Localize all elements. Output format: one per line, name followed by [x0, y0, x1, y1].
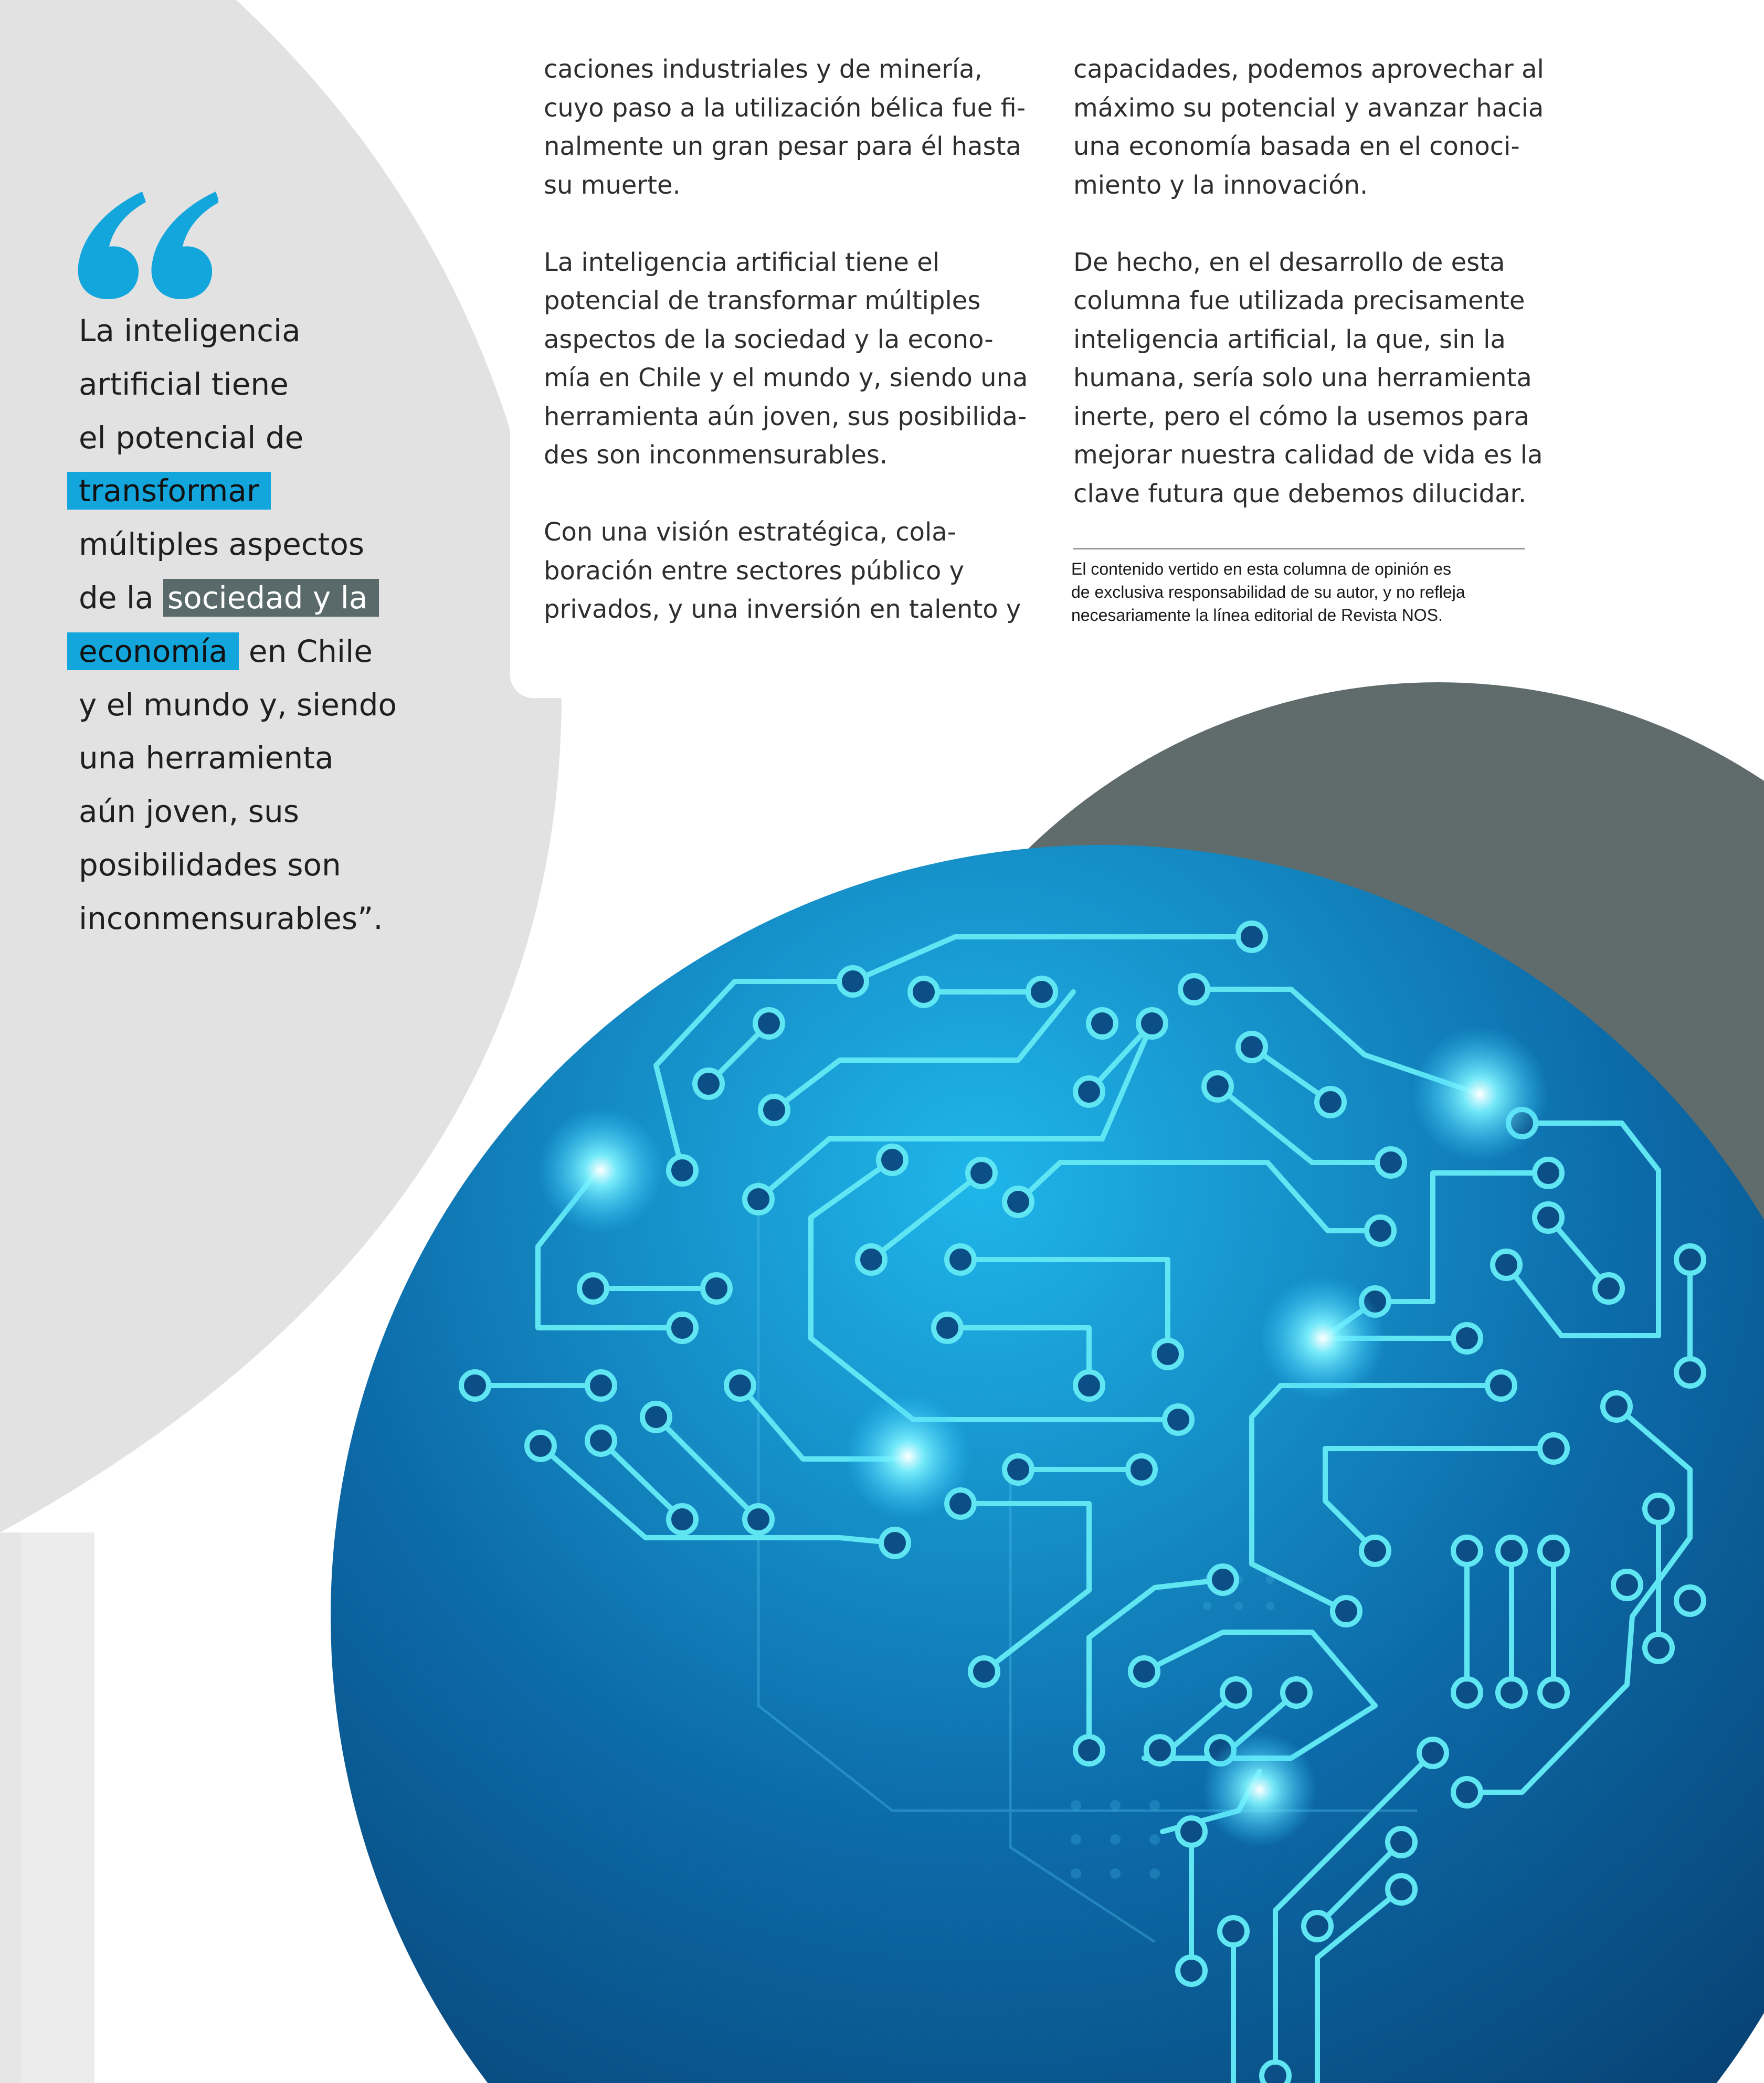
- text-line: mejorar nuestra calidad de vida es la: [1073, 440, 1543, 470]
- text-line: caciones industriales y de minería,: [544, 55, 983, 84]
- text-line: máximo su potencial y avanzar hacia: [1073, 93, 1544, 123]
- paragraph: [1073, 244, 1546, 514]
- body-column-1: [544, 50, 1028, 668]
- circuit-brain-globe-illustration: [331, 845, 1764, 2083]
- text-line: clave futura que debemos dilucidar.: [1073, 479, 1527, 509]
- text-line: mía en Chile y el mundo y, siendo una: [544, 363, 1028, 393]
- pull-quote-line: [79, 625, 457, 679]
- highlight-transformar: transformar: [67, 472, 271, 510]
- text-line: columna fue utilizada precisamente: [1073, 286, 1525, 315]
- pull-quote-line: una herramienta: [79, 740, 334, 776]
- divider: [1073, 548, 1525, 549]
- disclaimer-line: de exclusiva responsabilidad de su autor, y no refleja: [1071, 583, 1465, 601]
- pull-quote-line: posibilidades son: [79, 847, 341, 883]
- text-line: cuyo paso a la utilización bélica fue fi-: [544, 93, 1026, 123]
- text-line: inteligencia artificial, la que, sin la: [1073, 324, 1506, 354]
- text-line: una economía basada en el conoci-: [1073, 132, 1520, 161]
- paragraph: [544, 513, 1021, 629]
- text-line: potencial de transformar múltiples: [544, 286, 981, 315]
- paragraph: [544, 50, 1026, 205]
- disclaimer-line: necesariamente la línea editorial de Revista NOS.: [1071, 606, 1443, 625]
- text-line: inerte, pero el cómo la usemos para: [1073, 401, 1529, 431]
- text-line: humana, sería solo una herramienta: [1073, 363, 1532, 393]
- text-line: herramienta aún joven, sus posibilida-: [544, 401, 1027, 431]
- text-line: miento y la innovación.: [1073, 170, 1368, 200]
- text-line: nalmente un gran pesar para él hasta: [544, 132, 1021, 161]
- text-line: aspectos de la sociedad y la econo-: [544, 324, 994, 354]
- text-line: De hecho, en el desarrollo de esta: [1073, 247, 1505, 277]
- paragraph: [544, 244, 1028, 475]
- text-line: su muerte.: [544, 170, 681, 200]
- text-line: des son inconmensurables.: [544, 440, 888, 470]
- disclaimer-line: El contenido vertido en esta columna de opinión es: [1071, 559, 1452, 578]
- pull-quote-line: [79, 464, 457, 518]
- pull-quote-line: La inteligencia: [79, 313, 301, 348]
- highlight-economia: economía: [67, 632, 239, 670]
- pull-quote: [79, 304, 457, 946]
- opening-quote-icon: [77, 189, 218, 304]
- pull-quote-text: de la: [79, 579, 154, 616]
- text-line: La inteligencia artificial tiene el: [544, 247, 940, 277]
- pull-quote-line: aún joven, sus: [79, 794, 299, 830]
- pull-quote-line: múltiples aspectos: [79, 526, 365, 563]
- disclaimer-note: [1071, 557, 1533, 627]
- body-column-2: [1073, 50, 1546, 552]
- highlight-sociedad: sociedad y la: [163, 579, 379, 617]
- pull-quote-line: [79, 572, 457, 625]
- pull-quote-text: en Chile: [248, 633, 373, 669]
- pull-quote-line: inconmensurables”.: [79, 900, 383, 936]
- text-line: Con una visión estratégica, cola-: [544, 517, 957, 547]
- pull-quote-line: y el mundo y, siendo: [79, 686, 397, 723]
- pull-quote-line: artificial tiene: [79, 366, 289, 402]
- text-line: privados, y una inversión en talento y: [544, 595, 1021, 624]
- pull-quote-line: el potencial de: [79, 419, 304, 456]
- text-line: capacidades, podemos aprovechar al: [1073, 55, 1544, 84]
- text-line: boración entre sectores público y: [544, 556, 965, 586]
- paragraph: [1073, 50, 1546, 205]
